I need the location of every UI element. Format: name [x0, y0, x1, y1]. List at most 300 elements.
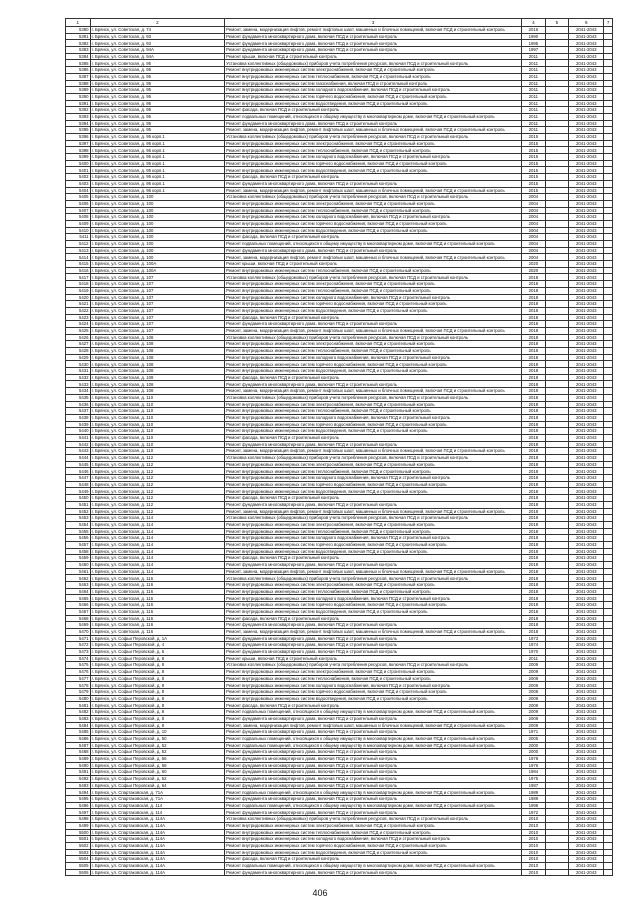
- address-cell: г. Брянск, ул. Софьи Перовской, д. 1А: [90, 635, 225, 642]
- year-cell: 2004: [522, 241, 546, 248]
- row-number: 5386: [66, 67, 91, 74]
- note-cell: [604, 742, 613, 749]
- value-cell: [545, 160, 569, 167]
- address-cell: г. Брянск, ул. Советская, д. 93: [90, 33, 225, 40]
- page-number: 406: [312, 888, 328, 898]
- year-cell: 2018: [522, 388, 546, 395]
- address-cell: г. Брянск, ул. Советская, д. 114: [90, 521, 225, 528]
- note-cell: [604, 401, 613, 408]
- table-row: [66, 648, 613, 655]
- table-row: [66, 67, 613, 74]
- year-cell: 2018: [522, 281, 546, 288]
- value-cell: [545, 274, 569, 281]
- value-cell: [545, 501, 569, 508]
- period-cell: 2041-2043: [569, 762, 604, 769]
- column-header: 6: [569, 19, 604, 27]
- year-cell: 2000: [522, 749, 546, 756]
- work-type-cell: Ремонт фундамента многоквартирного дома, включая ПСД и строительный контроль: [225, 769, 522, 776]
- address-cell: г. Брянск, ул. Советская, д. 110: [90, 401, 225, 408]
- period-cell: 2041-2043: [569, 113, 604, 120]
- value-cell: [545, 495, 569, 502]
- year-cell: 2018: [522, 374, 546, 381]
- row-number: 5506: [66, 869, 91, 876]
- row-number: 5431: [66, 368, 91, 375]
- year-cell: 2011: [522, 120, 546, 127]
- note-cell: [604, 642, 613, 649]
- row-number: 5464: [66, 588, 91, 595]
- work-type-cell: Ремонт внутридомовых инженерных систем горячего водоснабжения, включая ПСД и строительный контроль: [225, 301, 522, 308]
- address-cell: г. Брянск, ул. Советская, д. 114: [90, 528, 225, 535]
- table-row: [66, 715, 613, 722]
- address-cell: г. Брянск, ул. Советская, д. 112: [90, 475, 225, 482]
- work-type-cell: Ремонт фундамента многоквартирного дома, включая ПСД и строительный контроль: [225, 247, 522, 254]
- work-type-cell: Ремонт внутридомовых инженерных систем водоотведения, включая ПСД и строительный контроль: [225, 100, 522, 107]
- address-cell: г. Брянск, ул. Советская, д. 94А: [90, 53, 225, 60]
- table-row: [66, 27, 613, 34]
- table-row: [66, 47, 613, 54]
- address-cell: г. Брянск, ул. Советская, д. 110: [90, 408, 225, 415]
- table-row: [66, 254, 613, 261]
- note-cell: [604, 849, 613, 856]
- year-cell: 1984: [522, 769, 546, 776]
- table-row: [66, 548, 613, 555]
- year-cell: 1995: [522, 40, 546, 47]
- year-cell: 2015: [522, 187, 546, 194]
- period-cell: 2041-2043: [569, 695, 604, 702]
- row-number: 5500: [66, 829, 91, 836]
- year-cell: 2015: [522, 167, 546, 174]
- year-cell: 2018: [522, 287, 546, 294]
- note-cell: [604, 662, 613, 669]
- address-cell: г. Брянск, ул. Советская, д. 112: [90, 495, 225, 502]
- value-cell: [545, 648, 569, 655]
- row-number: 5383: [66, 47, 91, 54]
- year-cell: 2011: [522, 60, 546, 67]
- year-cell: 2018: [522, 455, 546, 462]
- note-cell: [604, 822, 613, 829]
- table-row: [66, 709, 613, 716]
- row-number: 5428: [66, 348, 91, 355]
- work-type-cell: Установка коллективных (общедомовых) приборов учета потребления ресурсов, включая ПСД и строительный контроль: [225, 662, 522, 669]
- table-row: [66, 428, 613, 435]
- value-cell: [545, 655, 569, 662]
- row-number: 5504: [66, 856, 91, 863]
- table-row: [66, 73, 613, 80]
- year-cell: 2018: [522, 381, 546, 388]
- row-number: 5419: [66, 287, 91, 294]
- value-cell: [545, 796, 569, 803]
- row-number: 5485: [66, 729, 91, 736]
- year-cell: 2018: [522, 501, 546, 508]
- work-type-cell: Ремонт внутридомовых инженерных систем водоотведения, включая ПСД и строительный контроль: [225, 488, 522, 495]
- note-cell: [604, 314, 613, 321]
- address-cell: г. Брянск, ул. Советская, д. 100: [90, 234, 225, 241]
- work-type-cell: Ремонт внутридомовых инженерных систем теплоснабжения, включая ПСД и строительный контроль: [225, 468, 522, 475]
- work-type-cell: Ремонт внутридомовых инженерных систем электроснабжения, включая ПСД и строительный контроль: [225, 822, 522, 829]
- note-cell: [604, 374, 613, 381]
- row-number: 5450: [66, 495, 91, 502]
- address-cell: г. Брянск, ул. Советская, д. 95: [90, 87, 225, 94]
- table-row: [66, 796, 613, 803]
- row-number: 5446: [66, 468, 91, 475]
- note-cell: [604, 214, 613, 221]
- note-cell: [604, 294, 613, 301]
- row-number: 5421: [66, 301, 91, 308]
- period-cell: 2041-2043: [569, 154, 604, 161]
- table-row: [66, 100, 613, 107]
- value-cell: [545, 615, 569, 622]
- address-cell: г. Брянск, ул. Советская, д. 100: [90, 241, 225, 248]
- register-sheet: [65, 18, 613, 876]
- table-row: [66, 381, 613, 388]
- row-number: 5406: [66, 200, 91, 207]
- value-cell: [545, 689, 569, 696]
- note-cell: [604, 528, 613, 535]
- table-row: [66, 695, 613, 702]
- note-cell: [604, 187, 613, 194]
- value-cell: [545, 53, 569, 60]
- note-cell: [604, 154, 613, 161]
- value-cell: [545, 729, 569, 736]
- value-cell: [545, 307, 569, 314]
- address-cell: г. Брянск, ул. Советская, д. 95 корп.1: [90, 160, 225, 167]
- period-cell: 2041-2043: [569, 327, 604, 334]
- year-cell: 2011: [522, 53, 546, 60]
- period-cell: 2041-2043: [569, 602, 604, 609]
- value-cell: [545, 709, 569, 716]
- row-number: 5453: [66, 515, 91, 522]
- note-cell: [604, 762, 613, 769]
- work-type-cell: Ремонт подвальных помещений, относящихся к общему имуществу в многоквартирном доме, включая ПСД и строительный контроль: [225, 709, 522, 716]
- note-cell: [604, 769, 613, 776]
- note-cell: [604, 602, 613, 609]
- work-type-cell: Ремонт фундамента многоквартирного дома, включая ПСД и строительный контроль: [225, 762, 522, 769]
- period-cell: 2041-2043: [569, 227, 604, 234]
- work-type-cell: Ремонт внутридомовых инженерных систем электроснабжения, включая ПСД и строительный контроль: [225, 67, 522, 74]
- value-cell: [545, 294, 569, 301]
- period-cell: 2041-2043: [569, 281, 604, 288]
- work-type-cell: Ремонт внутридомовых инженерных систем горячего водоснабжения, включая ПСД и строительный контроль: [225, 421, 522, 428]
- work-type-cell: Ремонт крыши, включая ПСД и строительный контроль: [225, 261, 522, 268]
- table-row: [66, 628, 613, 635]
- note-cell: [604, 381, 613, 388]
- row-number: 5483: [66, 715, 91, 722]
- period-cell: 2041-2043: [569, 675, 604, 682]
- work-type-cell: Ремонт фасада, включая ПСД и строительный контроль: [225, 434, 522, 441]
- period-cell: 2041-2043: [569, 481, 604, 488]
- year-cell: 2018: [522, 414, 546, 421]
- table-row: [66, 789, 613, 796]
- period-cell: 2041-2043: [569, 87, 604, 94]
- value-cell: [545, 448, 569, 455]
- period-cell: 2041-2043: [569, 488, 604, 495]
- table-row: [66, 348, 613, 355]
- year-cell: 2018: [522, 628, 546, 635]
- work-type-cell: Ремонт фундамента многоквартирного дома, включая ПСД и строительный контроль: [225, 47, 522, 54]
- address-cell: г. Брянск, ул. Советская, д. 95 корп.1: [90, 174, 225, 181]
- table-row: [66, 735, 613, 742]
- row-number: 5417: [66, 274, 91, 281]
- work-type-cell: Ремонт внутридомовых инженерных систем электроснабжения, включая ПСД и строительный контроль: [225, 140, 522, 147]
- period-cell: 2041-2043: [569, 842, 604, 849]
- table-row: [66, 113, 613, 120]
- period-cell: 2041-2043: [569, 782, 604, 789]
- period-cell: 2041-2043: [569, 421, 604, 428]
- year-cell: 2018: [522, 595, 546, 602]
- work-type-cell: Ремонт, замена, модернизация лифтов, ремонт лифтовых шахт, машинных и блочных помещений, включая ПСД и строительный контроль: [225, 127, 522, 134]
- note-cell: [604, 729, 613, 736]
- table-row: [66, 120, 613, 127]
- value-cell: [545, 154, 569, 161]
- address-cell: г. Брянск, ул. Советская, д. 110: [90, 428, 225, 435]
- note-cell: [604, 261, 613, 268]
- table-row: [66, 434, 613, 441]
- year-cell: 2018: [522, 588, 546, 595]
- row-number: 5422: [66, 307, 91, 314]
- table-row: [66, 769, 613, 776]
- year-cell: 2010: [522, 836, 546, 843]
- work-type-cell: Ремонт внутридомовых инженерных систем теплоснабжения, включая ПСД и строительный контроль: [225, 408, 522, 415]
- address-cell: г. Брянск, ул. Советская, д. 116: [90, 608, 225, 615]
- address-cell: г. Брянск, ул. Советская, д. 108: [90, 334, 225, 341]
- value-cell: [545, 856, 569, 863]
- row-number: 5449: [66, 488, 91, 495]
- period-cell: 2041-2043: [569, 127, 604, 134]
- period-cell: 2041-2043: [569, 441, 604, 448]
- note-cell: [604, 113, 613, 120]
- period-cell: 2041-2043: [569, 628, 604, 635]
- address-cell: г. Брянск, ул. Советская, д. 110: [90, 394, 225, 401]
- work-type-cell: Ремонт внутридомовых инженерных систем горячего водоснабжения, включая ПСД и строительный контроль: [225, 602, 522, 609]
- period-cell: 2041-2043: [569, 515, 604, 522]
- value-cell: [545, 234, 569, 241]
- work-type-cell: Ремонт внутридомовых инженерных систем электроснабжения, включая ПСД и строительный контроль: [225, 669, 522, 676]
- row-number: 5440: [66, 428, 91, 435]
- value-cell: [545, 428, 569, 435]
- value-cell: [545, 481, 569, 488]
- period-cell: 2041-2043: [569, 856, 604, 863]
- address-cell: г. Брянск, ул. Спартаковская, д. 114А: [90, 829, 225, 836]
- period-cell: 2041-2043: [569, 849, 604, 856]
- value-cell: [545, 541, 569, 548]
- note-cell: [604, 595, 613, 602]
- address-cell: г. Брянск, ул. Софьи Перовской, д. 8: [90, 695, 225, 702]
- row-number: 5420: [66, 294, 91, 301]
- year-cell: 2009: [522, 702, 546, 709]
- value-cell: [545, 354, 569, 361]
- period-cell: 2041-2043: [569, 455, 604, 462]
- year-cell: 1972: [522, 809, 546, 816]
- address-cell: г. Брянск, ул. Советская, д. 100: [90, 247, 225, 254]
- row-number: 5429: [66, 354, 91, 361]
- row-number: 5469: [66, 622, 91, 629]
- table-row: [66, 535, 613, 542]
- address-cell: г. Брянск, ул. Софьи Перовской, д. 8: [90, 675, 225, 682]
- value-cell: [545, 434, 569, 441]
- work-type-cell: Ремонт внутридомовых инженерных систем газоснабжения, включая ПСД и строительный контроль: [225, 80, 522, 87]
- note-cell: [604, 408, 613, 415]
- value-cell: [545, 67, 569, 74]
- period-cell: 2041-2043: [569, 722, 604, 729]
- work-type-cell: Ремонт внутридомовых инженерных систем электроснабжения, включая ПСД и строительный контроль: [225, 401, 522, 408]
- year-cell: 2009: [522, 682, 546, 689]
- row-number: 5426: [66, 334, 91, 341]
- value-cell: [545, 167, 569, 174]
- note-cell: [604, 227, 613, 234]
- address-cell: г. Брянск, ул. Спартаковская, д. 114А: [90, 822, 225, 829]
- value-cell: [545, 635, 569, 642]
- note-cell: [604, 274, 613, 281]
- row-number: 5427: [66, 341, 91, 348]
- period-cell: 2041-2043: [569, 615, 604, 622]
- year-cell: 2018: [522, 321, 546, 328]
- period-cell: 2041-2043: [569, 274, 604, 281]
- row-number: 5423: [66, 314, 91, 321]
- work-type-cell: Ремонт фундамента многоквартирного дома, включая ПСД и строительный контроль: [225, 441, 522, 448]
- value-cell: [545, 628, 569, 635]
- period-cell: 2041-2043: [569, 729, 604, 736]
- note-cell: [604, 67, 613, 74]
- value-cell: [545, 414, 569, 421]
- address-cell: г. Брянск, ул. Советская, д. 110: [90, 421, 225, 428]
- work-type-cell: Ремонт внутридомовых инженерных систем холодного водоснабжения, включая ПСД и строительный контроль: [225, 682, 522, 689]
- address-cell: г. Брянск, ул. Советская, д. 112: [90, 488, 225, 495]
- address-cell: г. Брянск, ул. Советская, д. 95: [90, 100, 225, 107]
- period-cell: 2041-2043: [569, 869, 604, 876]
- work-type-cell: Ремонт внутридомовых инженерных систем холодного водоснабжения, включая ПСД и строительный контроль: [225, 154, 522, 161]
- period-cell: 2041-2043: [569, 635, 604, 642]
- value-cell: [545, 528, 569, 535]
- value-cell: [545, 87, 569, 94]
- note-cell: [604, 174, 613, 181]
- work-type-cell: Ремонт фундамента многоквартирного дома, включая ПСД и строительный контроль: [225, 501, 522, 508]
- period-cell: 2041-2043: [569, 468, 604, 475]
- address-cell: г. Брянск, ул. Советская, д. 95 корп.1: [90, 167, 225, 174]
- note-cell: [604, 93, 613, 100]
- work-type-cell: Ремонт внутридомовых инженерных систем горячего водоснабжения, включая ПСД и строительный контроль: [225, 93, 522, 100]
- work-type-cell: Ремонт фундамента многоквартирного дома, включая ПСД и строительный контроль: [225, 381, 522, 388]
- table-row: [66, 702, 613, 709]
- note-cell: [604, 80, 613, 87]
- work-type-cell: Ремонт, замена, модернизация лифтов, ремонт лифтовых шахт, машинных и блочных помещений, включая ПСД и строительный контроль: [225, 628, 522, 635]
- address-cell: г. Брянск, ул. Советская, д. 95 корп.1: [90, 154, 225, 161]
- table-row: [66, 475, 613, 482]
- address-cell: г. Брянск, ул. Советская, д. 107: [90, 287, 225, 294]
- table-row: [66, 341, 613, 348]
- row-number: 5384: [66, 53, 91, 60]
- period-cell: 2041-2043: [569, 27, 604, 34]
- table-row: [66, 809, 613, 816]
- table-row: [66, 776, 613, 783]
- value-cell: [545, 200, 569, 207]
- work-type-cell: Ремонт внутридомовых инженерных систем электроснабжения, включая ПСД и строительный контроль: [225, 200, 522, 207]
- table-row: [66, 729, 613, 736]
- period-cell: 2041-2043: [569, 301, 604, 308]
- note-cell: [604, 862, 613, 869]
- table-row: [66, 575, 613, 582]
- table-row: [66, 53, 613, 60]
- table-row: [66, 60, 613, 67]
- period-cell: 2041-2043: [569, 582, 604, 589]
- period-cell: 2041-2043: [569, 528, 604, 535]
- work-type-cell: Ремонт подвальных помещений, относящихся к общему имуществу в многоквартирном доме, включая ПСД и строительный контроль: [225, 742, 522, 749]
- work-type-cell: Ремонт внутридомовых инженерных систем водоотведения, включая ПСД и строительный контроль: [225, 849, 522, 856]
- work-type-cell: Ремонт фундамента многоквартирного дома, включая ПСД и строительный контроль: [225, 776, 522, 783]
- address-cell: г. Брянск, ул. Советская, д. 107: [90, 321, 225, 328]
- value-cell: [545, 695, 569, 702]
- table-row: [66, 562, 613, 569]
- address-cell: г. Брянск, ул. Спартаковская, д. 114А: [90, 816, 225, 823]
- note-cell: [604, 829, 613, 836]
- year-cell: 2004: [522, 220, 546, 227]
- value-cell: [545, 174, 569, 181]
- row-number: 5381: [66, 33, 91, 40]
- note-cell: [604, 448, 613, 455]
- row-number: 5390: [66, 93, 91, 100]
- note-cell: [604, 735, 613, 742]
- period-cell: 2041-2043: [569, 107, 604, 114]
- value-cell: [545, 521, 569, 528]
- address-cell: г. Брянск, ул. Советская, д. 107: [90, 307, 225, 314]
- row-number: 5481: [66, 702, 91, 709]
- address-cell: г. Брянск, ул. Советская, д. 108: [90, 388, 225, 395]
- work-type-cell: Ремонт фасада, включая ПСД и строительный контроль: [225, 615, 522, 622]
- table-row: [66, 368, 613, 375]
- value-cell: [545, 622, 569, 629]
- year-cell: 2010: [522, 862, 546, 869]
- value-cell: [545, 374, 569, 381]
- year-cell: 2010: [522, 856, 546, 863]
- row-number: 5399: [66, 154, 91, 161]
- table-row: [66, 307, 613, 314]
- year-cell: 2011: [522, 113, 546, 120]
- row-number: 5442: [66, 441, 91, 448]
- work-type-cell: Ремонт внутридомовых инженерных систем водоотведения, включая ПСД и строительный контроль: [225, 695, 522, 702]
- row-number: 5498: [66, 816, 91, 823]
- table-row: [66, 301, 613, 308]
- table-body: [66, 27, 613, 876]
- period-cell: 2041-2043: [569, 381, 604, 388]
- value-cell: [545, 341, 569, 348]
- year-cell: 2011: [522, 655, 546, 662]
- period-cell: 2041-2043: [569, 207, 604, 214]
- value-cell: [545, 735, 569, 742]
- value-cell: [545, 33, 569, 40]
- row-number: 5394: [66, 120, 91, 127]
- address-cell: г. Брянск, ул. Советская, д. 107: [90, 294, 225, 301]
- period-cell: 2041-2043: [569, 595, 604, 602]
- value-cell: [545, 281, 569, 288]
- row-number: 5494: [66, 789, 91, 796]
- column-number-row: [66, 19, 613, 27]
- value-cell: [545, 334, 569, 341]
- work-type-cell: Ремонт подвальных помещений, относящихся к общему имуществу в многоквартирном доме, включая ПСД и строительный контроль: [225, 789, 522, 796]
- work-type-cell: Ремонт фундамента многоквартирного дома, включая ПСД и строительный контроль: [225, 180, 522, 187]
- row-number: 5400: [66, 160, 91, 167]
- period-cell: 2041-2043: [569, 648, 604, 655]
- period-cell: 2041-2043: [569, 341, 604, 348]
- address-cell: г. Брянск, ул. Советская, д. 95: [90, 120, 225, 127]
- address-cell: г. Брянск, ул. Советская, д. 116: [90, 582, 225, 589]
- year-cell: 2009: [522, 695, 546, 702]
- address-cell: г. Брянск, ул. Советская, д. 108: [90, 354, 225, 361]
- value-cell: [545, 722, 569, 729]
- row-number: 5415: [66, 261, 91, 268]
- value-cell: [545, 809, 569, 816]
- note-cell: [604, 488, 613, 495]
- year-cell: 2011: [522, 107, 546, 114]
- value-cell: [545, 321, 569, 328]
